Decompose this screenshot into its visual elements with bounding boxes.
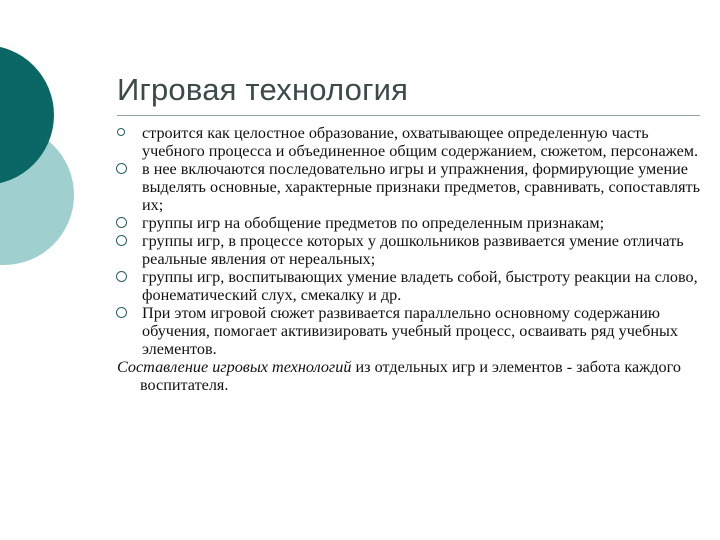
circle-bullet-icon <box>116 163 127 174</box>
slide-title: Игровая технология <box>117 72 409 107</box>
bullet-item-5 <box>117 268 707 304</box>
bullet-text-4: группы игр, в процессе которых у дошкольников развивается умение отличать реальные явления от нереальных; <box>142 232 684 268</box>
bullet-text-1: строится как целостное образование, охватывающее определенную часть учебного процесса и объединенное общим содержанием, сюжетом, персонажем. <box>142 124 699 160</box>
bullet-item-1 <box>117 124 707 160</box>
bullet-text-5: группы игр, воспитывающих умение владеть собой, быстроту реакции на слово, фонематический слух, смекалку и др. <box>142 268 698 304</box>
bullet-item-2 <box>117 160 707 214</box>
bullet-text-3: группы игр на обобщение предметов по определенным признакам; <box>142 214 605 232</box>
circle-bullet-icon <box>116 271 127 282</box>
bullet-item-4 <box>117 232 707 268</box>
circle-bullet-icon <box>116 307 127 318</box>
closing-text: из отдельных игр и элементов - забота каждого воспитателя. <box>140 358 681 394</box>
closing-paragraph <box>117 358 707 394</box>
bullet-text-2: в нее включаются последовательно игры и упражнения, формирующие умение выделять основные, характерные признаки предметов, сравнивать, сопоставлять их; <box>142 160 700 214</box>
circle-bullet-icon <box>117 128 125 136</box>
bullet-item-3 <box>117 214 707 232</box>
circle-bullet-icon <box>116 217 127 228</box>
circle-bullet-icon <box>116 235 127 246</box>
title-divider <box>117 115 700 116</box>
slide-body <box>117 124 707 394</box>
bullet-item-6 <box>117 304 707 358</box>
closing-emphasis: Составление игровых технологий <box>117 358 352 376</box>
bullet-text-6: При этом игровой сюжет развивается параллельно основному содержанию обучения, помогает активизировать учебный процесс, осваивать ряд учебных элементов. <box>142 304 678 358</box>
